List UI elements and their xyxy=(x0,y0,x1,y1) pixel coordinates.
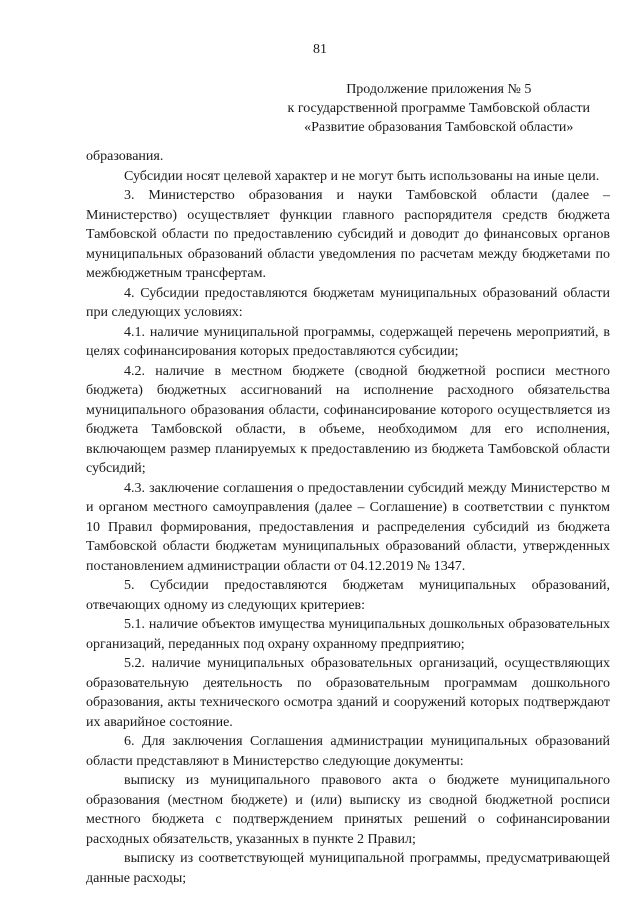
appendix-header-line-1: Продолжение приложения № 5 xyxy=(346,82,532,97)
paragraph-item-5: 5. Субсидии предоставляются бюджетам муниципальных образований, отвечающих одному из следующих критериев: xyxy=(86,578,610,613)
paragraph-continuation: образования. xyxy=(86,149,164,164)
appendix-header-line-3: «Развитие образования Тамбовской области» xyxy=(304,120,574,135)
paragraph-document-program-extract: выписку из соответствующей муниципальной программы, предусматривающей данные расходы; xyxy=(86,851,610,886)
paragraph-item-4-1: 4.1. наличие муниципальной программы, содержащей перечень мероприятий, в целях софинансирования которых предоставляются субсидии; xyxy=(86,324,610,359)
paragraph-item-5-2: 5.2. наличие муниципальных образовательных организаций, осуществляющих образовательную деятельность по образовательным программам дошкольного образования, акты технического осмотра зданий и сооружений которых подтверждают их аварийное состояние. xyxy=(86,656,610,730)
paragraph-item-5-1: 5.1. наличие объектов имущества муниципальных дошкольных образовательных организаций, переданных под охрану охранному предприятию; xyxy=(86,617,610,652)
appendix-header-line-2: к государственной программе Тамбовской области xyxy=(287,101,590,116)
document-body xyxy=(86,147,610,888)
paragraph-item-4-3: 4.3. заключение соглашения о предоставлении субсидий между Министерство м и органом местного самоуправления (далее – Соглашение) в соответствии с пунктом 10 Правил формирования, предоставления и распределения субсидий из бюджета Тамбовской области бюджетам муниципальных образований области, утвержденных постановлением администрации области от 04.12.2019 № 1347. xyxy=(86,480,610,574)
page-number: 81 xyxy=(313,42,327,57)
paragraph-item-6: 6. Для заключения Соглашения администрации муниципальных образований области представляют в Министерство следующие документы: xyxy=(86,734,610,769)
paragraph-item-4-2: 4.2. наличие в местном бюджете (сводной бюджетной росписи местного бюджета) бюджетных ассигнований на исполнение расходного обязательства муниципального образования области, софинансирование которого осуществляется из бюджета Тамбовской области, в объеме, необходимом для его исполнения, включающем размер планируемых к предоставлению из бюджета Тамбовской области субсидий; xyxy=(86,363,610,476)
paragraph-document-budget-extract: выписку из муниципального правового акта о бюджете муниципального образования (местном бюджете) и (или) выписку из сводной бюджетной росписи местного бюджета с подтверждением принятых решений о софинансировании расходных обязательств, указанных в пункте 2 Правил; xyxy=(86,773,610,847)
paragraph-item-3: 3. Министерство образования и науки Тамбовской области (далее – Министерство) осуществляет функции главного распорядителя средств бюджета Тамбовской области по предоставлению субсидий и доводит до финансовых органов муниципальных образований области уведомления по расчетам между бюджетами по межбюджетным трансфертам. xyxy=(86,188,610,281)
appendix-header xyxy=(288,80,590,137)
paragraph-subsidy-purpose: Субсидии носят целевой характер и не могут быть использованы на иные цели. xyxy=(124,168,600,184)
paragraph-item-4: 4. Субсидии предоставляются бюджетам муниципальных образований области при следующих условиях: xyxy=(86,285,610,320)
